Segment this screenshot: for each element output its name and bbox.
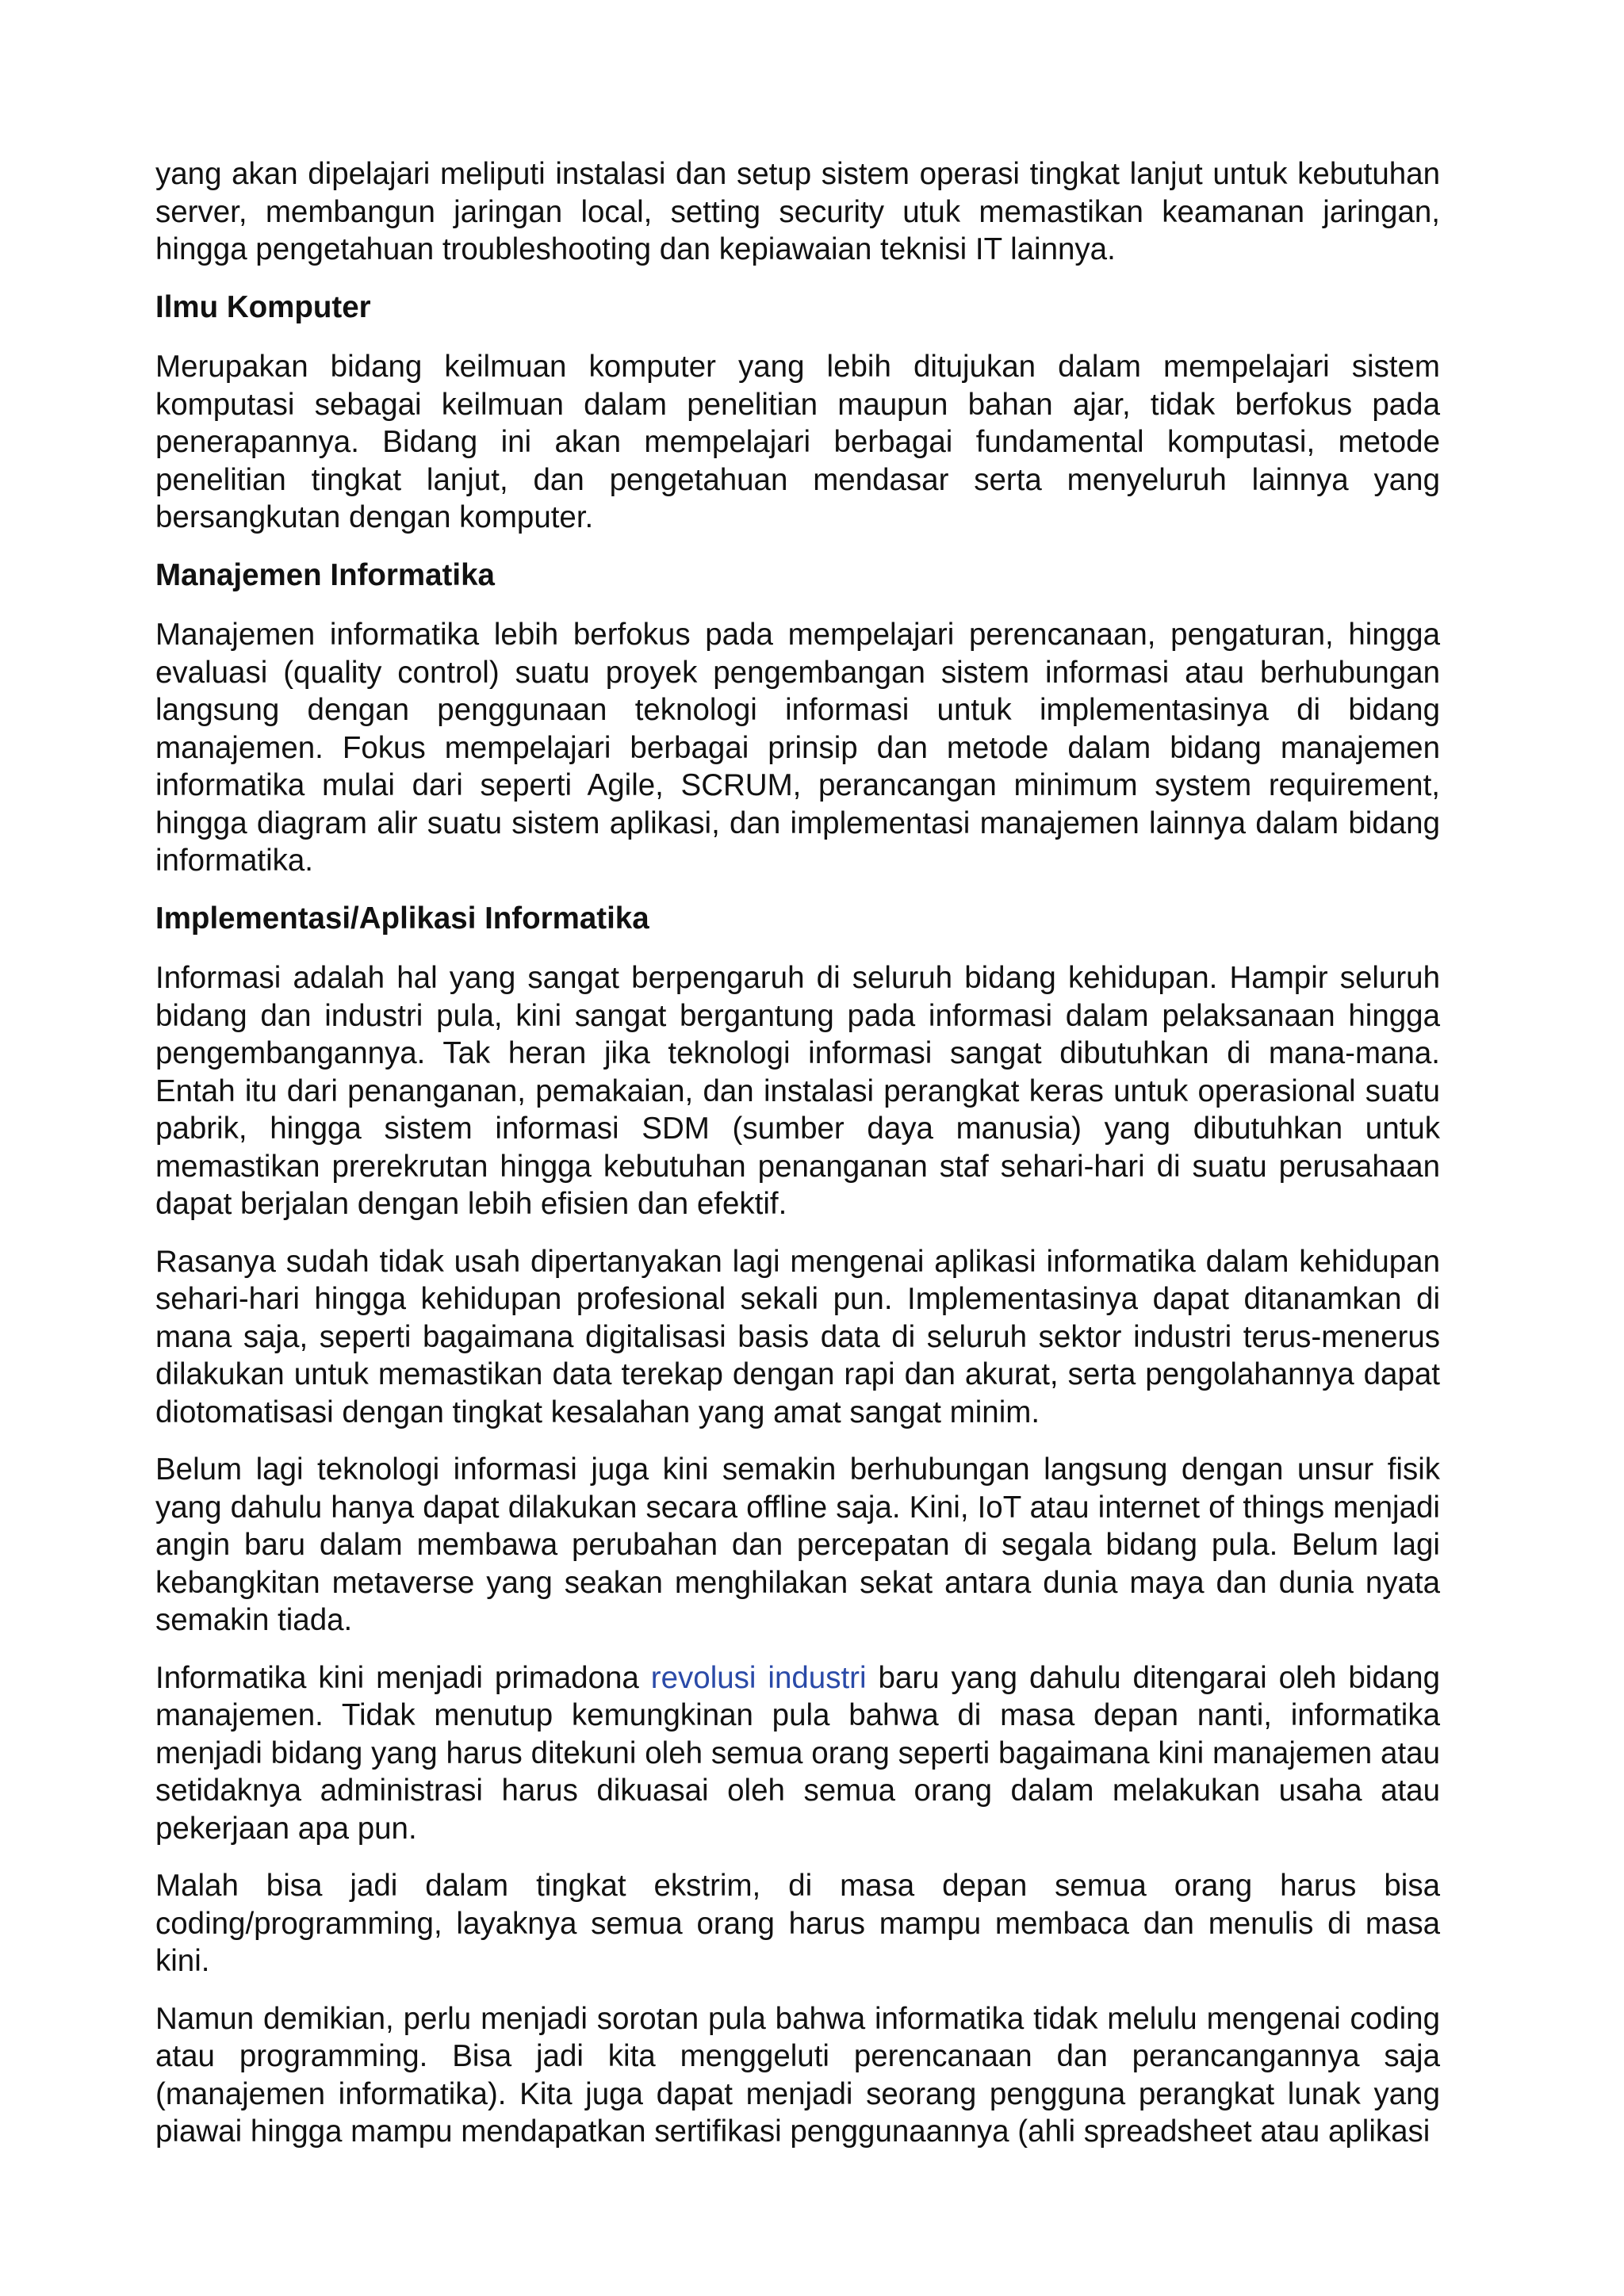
heading-manajemen-informatika: Manajemen Informatika (155, 557, 495, 592)
paragraph-implementasi-3: Belum lagi teknologi informasi juga kini semakin berhubungan langsung dengan unsur fisik yang dahulu hanya dapat dilakukan secara offline saja. Kini, IoT atau internet of things menjadi angin baru dalam membawa perubahan dan percepatan di segala bidang pula. Belum lagi kebangkitan metaverse yang seakan menghilakan sekat antara dunia maya dan dunia nyata semakin tiada. (155, 1452, 1440, 1637)
document-page (155, 155, 1440, 2171)
revolusi-industri-link[interactable]: revolusi industri (650, 1660, 867, 1695)
paragraph-manajemen-informatika: Manajemen informatika lebih berfokus pada mempelajari perencanaan, pengaturan, hingga evaluasi (quality control) suatu proyek pengembangan sistem informasi atau berhubungan langsung dengan penggunaan teknologi informasi untuk implementasinya di bidang manajemen. Fokus mempelajari berbagai prinsip dan metode dalam bidang manajemen informatika mulai dari seperti Agile, SCRUM, perancangan minimum system requirement, hingga diagram alir suatu sistem aplikasi, dan implementasi manajemen lainnya dalam bidang informatika. (155, 618, 1440, 878)
paragraph-ilmu-komputer: Merupakan bidang keilmuan komputer yang lebih ditujukan dalam mempelajari sistem komputasi sebagai keilmuan dalam penelitian maupun bahan ajar, tidak berfokus pada penerapannya. Bidang ini akan mempelajari berbagai fundamental komputasi, metode penelitian tingkat lanjut, dan pengetahuan mendasar serta menyeluruh lainnya yang bersangkutan dengan komputer. (155, 350, 1440, 534)
paragraph-implementasi-4 (155, 1659, 1440, 1848)
paragraph-implementasi-6: Namun demikian, perlu menjadi sorotan pula bahwa informatika tidak melulu mengenai coding atau programming. Bisa jadi kita menggeluti perencanaan dan perancangannya saja (manajemen informatika). Kita juga dapat menjadi seorang pengguna perangkat lunak yang piawai hingga mampu mendapatkan sertifikasi penggunaannya (ahli spreadsheet atau aplikasi (155, 2001, 1440, 2149)
paragraph-implementasi-2: Rasanya sudah tidak usah dipertanyakan lagi mengenai aplikasi informatika dalam kehidupan sehari-hari hingga kehidupan profesional sekali pun. Implementasinya dapat ditanamkan di mana saja, seperti bagaimana digitalisasi basis data di seluruh sektor industri terus-menerus dilakukan untuk memastikan data terekap dengan rapi dan akurat, serta pengolahannya dapat diotomatisasi dengan tingkat kesalahan yang amat sangat minim. (155, 1244, 1440, 1429)
paragraph-intro-continuation: yang akan dipelajari meliputi instalasi dan setup sistem operasi tingkat lanjut untuk kebutuhan server, membangun jaringan local, setting security utuk memastikan keamanan jaringan, hingga pengetahuan troubleshooting dan kepiawaian teknisi IT lainnya. (155, 157, 1440, 266)
paragraph-implementasi-5: Malah bisa jadi dalam tingkat ekstrim, di masa depan semua orang harus bisa coding/programming, layaknya semua orang harus mampu membaca dan menulis di masa kini. (155, 1869, 1440, 1978)
heading-implementasi: Implementasi/Aplikasi Informatika (155, 901, 649, 936)
paragraph-implementasi-4-text-after: baru yang dahulu ditengarai oleh bidang manajemen. Tidak menutup kemungkinan pula bahwa di masa depan nanti, informatika menjadi bidang yang harus ditekuni oleh semua orang seperti bagaimana kini manajemen atau setidaknya administrasi harus dikuasai oleh semua orang dalam melakukan usaha atau pekerjaan apa pun. (155, 1660, 1440, 1846)
paragraph-implementasi-1: Informasi adalah hal yang sangat berpengaruh di seluruh bidang kehidupan. Hampir seluruh bidang dan industri pula, kini sangat bergantung pada informasi dalam pelaksanaan hingga pengembangannya. Tak heran jika teknologi informasi sangat dibutuhkan di mana-mana. Entah itu dari penanganan, pemakaian, dan instalasi perangkat keras untuk operasional suatu pabrik, hingga sistem informasi SDM (sumber daya manusia) yang dibutuhkan untuk memastikan prerekrutan hingga kebutuhan penanganan staf sehari-hari di suatu perusahaan dapat berjalan dengan lebih efisien dan efektif. (155, 961, 1440, 1221)
heading-ilmu-komputer: Ilmu Komputer (155, 289, 371, 324)
paragraph-implementasi-4-text-before: Informatika kini menjadi primadona (155, 1660, 651, 1695)
